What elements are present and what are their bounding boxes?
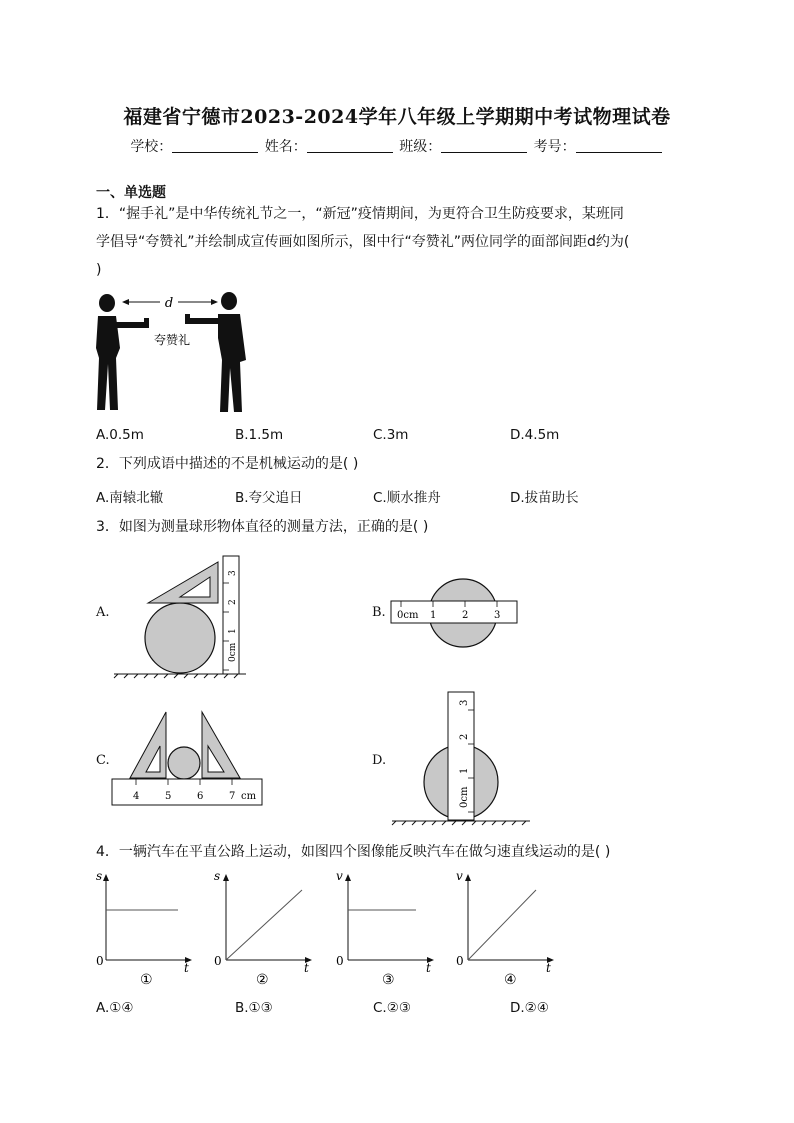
- tick-a-1: 1: [228, 628, 238, 634]
- number-blank[interactable]: [576, 138, 662, 153]
- ball-c: [168, 747, 200, 779]
- q4-option-a[interactable]: A.①④: [96, 1000, 134, 1016]
- q3-label-c[interactable]: C.: [96, 753, 110, 768]
- graph-4-y-label: v: [456, 869, 463, 883]
- q1-line1: 1．“握手礼”是中华传统礼节之一，“新冠”疫情期间，为更符合卫生防疫要求，某班同: [96, 206, 624, 222]
- graph-4-x-label: t: [546, 961, 551, 975]
- q3-figure-a: [110, 550, 250, 680]
- page-title: 福建省宁德市2023-2024学年八年级上学期期中考试物理试卷: [123, 106, 671, 128]
- graph-3-origin: 0: [336, 954, 344, 968]
- ground-hatch-a: [114, 674, 246, 678]
- graph-3-number: ③: [382, 972, 395, 988]
- q4-option-b[interactable]: B.①③: [235, 1000, 273, 1016]
- left-person-silhouette: [96, 294, 149, 410]
- q3-figure-c: [108, 708, 268, 808]
- ground-hatch-d: [392, 821, 530, 825]
- school-blank[interactable]: [172, 138, 258, 153]
- graph-1-y-label: s: [96, 869, 103, 883]
- q3-label-b[interactable]: B.: [372, 605, 386, 620]
- number-label: 考号：: [533, 139, 576, 155]
- class-label: 班级：: [399, 139, 442, 155]
- q3-text: 3．如图为测量球形物体直径的测量方法，正确的是( ): [96, 519, 429, 535]
- tick-b-1: 1: [430, 610, 437, 621]
- q4-option-c[interactable]: C.②③: [373, 1000, 411, 1016]
- q1-option-c[interactable]: C.3m: [373, 427, 409, 443]
- graph-2-y-label: s: [214, 869, 221, 883]
- tick-b-0: 0cm: [397, 610, 419, 621]
- tick-a-0: 0cm: [228, 642, 238, 662]
- q4-graphs: [92, 868, 562, 993]
- graph-2-x-label: t: [304, 961, 309, 975]
- q2-option-d[interactable]: D.拔苗助长: [510, 490, 579, 506]
- q4-option-d[interactable]: D.②④: [510, 1000, 549, 1016]
- graph-3: [336, 869, 434, 988]
- graph-2-origin: 0: [214, 954, 222, 968]
- graph-2: [214, 869, 312, 988]
- graph-1-number: ①: [140, 972, 153, 988]
- graph-2-number: ②: [256, 972, 269, 988]
- tick-b-2: 2: [462, 610, 469, 621]
- q3-label-a[interactable]: A.: [96, 605, 110, 620]
- name-label: 姓名：: [264, 139, 307, 155]
- student-info-line: [0, 136, 794, 156]
- tick-c-3: 7: [229, 791, 236, 802]
- graph-1-x-label: t: [184, 961, 189, 975]
- name-blank[interactable]: [307, 138, 393, 153]
- tick-c-unit: cm: [241, 791, 257, 802]
- graph-4: [456, 869, 554, 988]
- q3-figure-d: [388, 688, 536, 830]
- graph-3-x-label: t: [426, 961, 431, 975]
- right-person-silhouette: [185, 292, 246, 412]
- section-heading: 一、单选题: [96, 185, 166, 201]
- graph-4-number: ④: [504, 972, 517, 988]
- tick-d-0: 0cm: [459, 786, 470, 808]
- q3-figure-b: [385, 575, 525, 655]
- tick-a-2: 2: [228, 599, 238, 605]
- q1-option-a[interactable]: A.0.5m: [96, 427, 144, 443]
- q2-option-b[interactable]: B.夸父追日: [235, 490, 303, 506]
- tick-c-0: 4: [133, 791, 140, 802]
- q2-text: 2．下列成语中描述的不是机械运动的是( ): [96, 456, 359, 472]
- tick-d-3: 3: [459, 699, 470, 706]
- graph-1-origin: 0: [96, 954, 104, 968]
- class-blank[interactable]: [441, 138, 527, 153]
- q1-option-b[interactable]: B.1.5m: [235, 427, 284, 443]
- q1-line2: 学倡导“夸赞礼”并绘制成宣传画如图所示，图中行“夸赞礼”两位同学的面部间距d约为(: [96, 234, 630, 250]
- tick-b-3: 3: [494, 610, 501, 621]
- q1-line3: ): [96, 262, 102, 278]
- tick-d-1: 1: [459, 767, 470, 774]
- tick-a-3: 3: [228, 570, 238, 576]
- q2-option-c[interactable]: C.顺水推舟: [373, 490, 441, 506]
- graph-3-y-label: v: [336, 869, 343, 883]
- tick-d-2: 2: [459, 733, 470, 740]
- distance-d-label: d: [164, 296, 174, 311]
- ball-a: [145, 603, 215, 673]
- graph-1: [96, 869, 192, 988]
- q1-option-d[interactable]: D.4.5m: [510, 427, 560, 443]
- school-label: 学校：: [130, 139, 173, 155]
- q2-option-a[interactable]: A.南辕北辙: [96, 490, 164, 506]
- q4-text: 4．一辆汽车在平直公路上运动，如图四个图像能反映汽车在做匀速直线运动的是( ): [96, 844, 611, 860]
- q1-figure: [90, 288, 270, 418]
- fig-caption: 夸赞礼: [153, 333, 191, 347]
- q3-label-d[interactable]: D.: [372, 753, 387, 768]
- tick-c-2: 6: [197, 791, 204, 802]
- graph-4-origin: 0: [456, 954, 464, 968]
- tick-c-1: 5: [165, 791, 172, 802]
